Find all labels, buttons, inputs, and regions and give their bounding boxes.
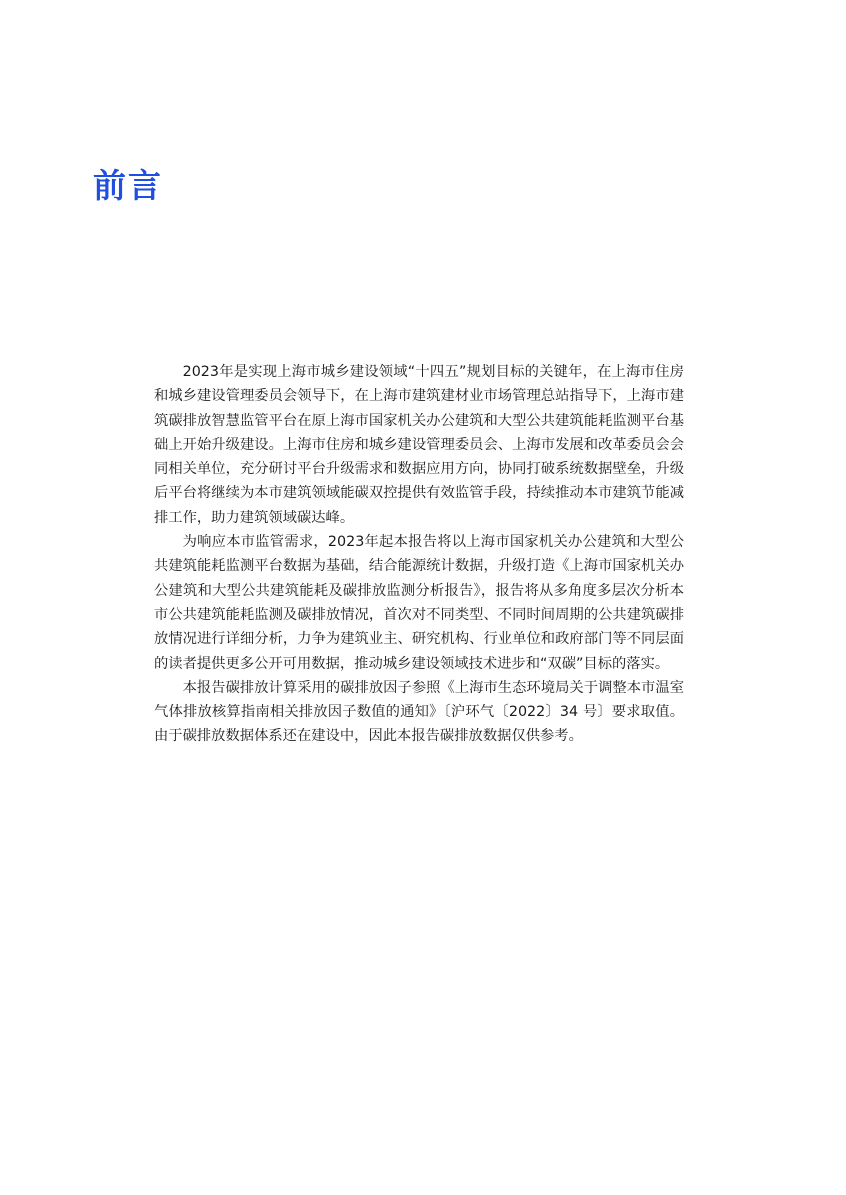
paragraph: 2023年是实现上海市城乡建设领域“十四五”规划目标的关键年，在上海市住房和城乡建设管理委员会领导下，在上海市建筑建材业市场管理总站指导下，上海市建筑碳排放智慧监管平台在原上海市国家机关办公建筑和大型公共建筑能耗监测平台基础上开始升级建设。上海市住房和城乡建设管理委员会、上海市发展和改革委员会会同相关单位，充分研讨平台升级需求和数据应用方向，协同打破系统数据壁垒，升级后平台将继续为本市建筑领域能碳双控提供有效监管手段，持续推动本市建筑节能减排工作，助力建筑领域碳达峰。 [154,364,684,526]
page-title: 前言 [93,166,163,205]
paragraph: 为响应本市监管需求，2023年起本报告将以上海市国家机关办公建筑和大型公共建筑能耗监测平台数据为基础，结合能源统计数据，升级打造《上海市国家机关办公建筑和大型公共建筑能耗及碳排放监测分析报告》，报告将从多角度多层次分析本市公共建筑能耗监测及碳排放情况，首次对不同类型、不同时间周期的公共建筑碳排放情况进行详细分析，力争为建筑业主、研究机构、行业单位和政府部门等不同层面的读者提供更多公开可用数据，推动城乡建设领域技术进步和“双碳”目标的落实。 [154,534,684,672]
preface-body [154,360,684,749]
paragraph: 本报告碳排放计算采用的碳排放因子参照《上海市生态环境局关于调整本市温室气体排放核算指南相关排放因子数值的通知》〔沪环气〔2022〕34 号〕要求取值。由于碳排放数据体系还在建设中，因此本报告碳排放数据仅供参考。 [154,679,684,745]
